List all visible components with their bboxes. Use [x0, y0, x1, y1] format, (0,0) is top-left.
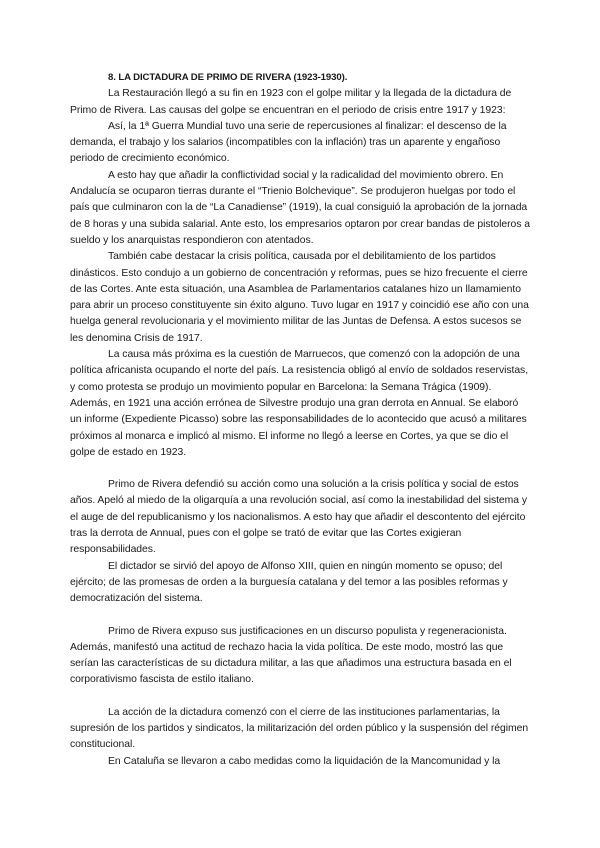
paragraph: En Cataluña se llevaron a cabo medidas como la liquidación de la Mancomunidad y la — [108, 755, 501, 767]
paragraph-spacer — [70, 461, 532, 477]
paragraph: La causa más próxima es la cuestión de Marruecos, que comenzó con la adopción de una política africanista ocupando el norte del país. La resistencia obligó al envío de soldados reservistas, y como protesta se produjo un movimiento popular en Barcelona: la Semana Trágica (1909). Además, en 1921 una acción errónea de Silvestre produjo una gran derrota en Annual. Se elaboró un informe (Expediente Picasso) sobre las responsabilidades de lo acontecido que acusó a militares próximos al monarca e implicó al mismo. El informe no llegó a leerse en Cortes, ya que se dio el golpe de estado en 1923. — [70, 349, 529, 458]
paragraph: También cabe destacar la crisis política, causada por el debilitamiento de los partidos dinásticos. Esto condujo a un gobierno de concentración y reformas, pues se hizo frecuente el cierre de las Cortes. Ante esta situación, una Asamblea de Parlamentarios catalanes hizo un llamamiento para abrir un proceso constituyente sin éxito alguno. Tuvo lugar en 1917 y coincidió ese año con una huelga general revolucionaria y el movimiento militar de las Juntas de Defensa. A estos sucesos se les denomina Crisis de 1917. — [70, 251, 529, 344]
paragraph-spacer — [70, 689, 532, 705]
document-body — [70, 70, 532, 770]
section-title: 8. LA DICTADURA DE PRIMO DE RIVERA (1923-1930). — [108, 72, 348, 83]
paragraph: Primo de Rivera defendió su acción como una solución a la crisis política y social de estos años. Apeló al miedo de la oligarquía a una revolución social, así como la inestabilidad del sistema y el auge de del republicanismo y los nacionalismos. A esto hay que añadir el descontento del ejército tras la derrota de Annual, pues con el golpe se trató de evitar que las Cortes exigieran responsabilidades. — [70, 479, 527, 556]
paragraph: Así, la 1ª Guerra Mundial tuvo una serie de repercusiones al finalizar: el descenso de la demanda, el trabajo y los salarios (incompatibles con la inflación) tras un aparente y engañoso periodo de crecimiento económico. — [70, 120, 507, 165]
paragraph: Primo de Rivera expuso sus justificaciones en un discurso populista y regeneracionista. Además, manifestó una actitud de rechazo hacia la vida política. De este modo, mostró las que serían las características de su dictadura militar, a las que añadimos una estructura basada en el corporativismo fascista de estilo italiano. — [70, 625, 512, 686]
paragraph: El dictador se sirvió del apoyo de Alfonso XIII, quien en ningún momento se opuso; del ejército; de las promesas de orden a la burguesía catalana y del temor a las posibles reformas y democratización del sistema. — [70, 560, 508, 605]
paragraph: La acción de la dictadura comenzó con el cierre de las instituciones parlamentarias, la supresión de los partidos y sindicatos, la militarización del orden público y la suspensión del régimen constitucional. — [70, 706, 529, 751]
paragraph: A esto hay que añadir la conflictividad social y la radicalidad del movimiento obrero. En Andalucía se ocuparon tierras durante el “Trienio Bolchevique”. Se produjeron huelgas por todo el país que culminaron con la de “La Canadiense” (1919), la cual consiguió la aprobación de la jornada de 8 horas y una subida salarial. Ante esto, los empresarios optaron por crear bandas de pistoleros a sueldo y los anarquistas respondieron con atentados. — [70, 169, 530, 246]
paragraph: La Restauración llegó a su fin en 1923 con el golpe militar y la llegada de la dictadura de Primo de Rivera. Las causas del golpe se encuentran en el periodo de crisis entre 1917 y 1923: — [70, 88, 512, 116]
paragraph-spacer — [70, 608, 532, 624]
